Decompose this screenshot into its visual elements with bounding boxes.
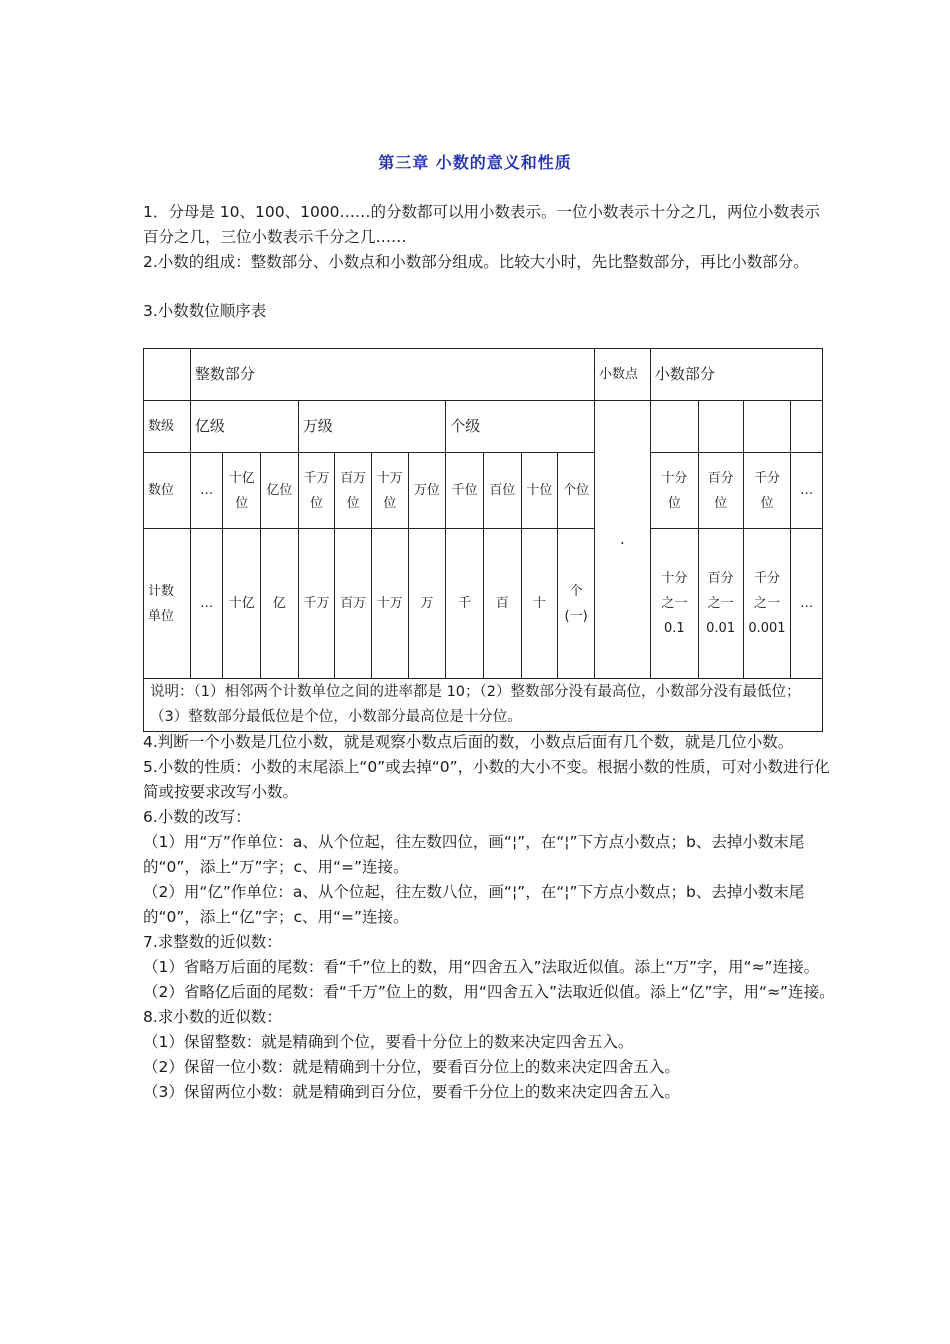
dec-place-cell: 十分位 [650, 453, 698, 529]
empty-cell [650, 401, 698, 453]
dec-unit-cell [743, 529, 791, 679]
section-8-3: （3）保留两位小数：就是精确到百分位，要看千分位上的数来决定四舍五入。 [143, 1083, 680, 1101]
dec-place-cell: 百分位 [698, 453, 743, 529]
unit-cell: 亿 [261, 529, 299, 679]
unit-cell: 十 [521, 529, 558, 679]
place-cell: 亿位 [261, 453, 299, 529]
content-body [143, 730, 843, 1105]
integer-part-header: 整数部分 [190, 349, 594, 401]
dec-unit-name: 十分之一 [661, 571, 688, 611]
unit-cell: 十亿 [223, 529, 261, 679]
dec-place-cell: … [791, 453, 823, 529]
dec-unit-cell: … [791, 529, 823, 679]
section-7-2: （2）省略亿后面的尾数：看“千万”位上的数，用“四舍五入”法取近似值。添上“亿”字，用“≈”连接。 [143, 983, 835, 1001]
point-header: 小数点 [594, 349, 650, 401]
place-cell: 千位 [446, 453, 484, 529]
decimal-place-table [143, 348, 823, 732]
place-cell: … [190, 453, 223, 529]
place-cell: 十万位 [371, 453, 408, 529]
paragraph-3: 3.小数数位顺序表 [143, 302, 267, 320]
section-6-2: （2）用“亿”作单位：a、从个位起，往左数八位，画“¦”，在“¦”下方点小数点；b、去掉小数末尾的“0”，添上“亿”字；c、用“=”连接。 [143, 883, 805, 926]
unit-cell: 千万 [298, 529, 335, 679]
dec-unit-value: 0.001 [748, 621, 786, 636]
section-6: 6.小数的改写： [143, 808, 251, 826]
level-label: 数级 [144, 401, 191, 453]
section-8-2: （2）保留一位小数：就是精确到十分位，要看百分位上的数来决定四舍五入。 [143, 1058, 680, 1076]
dec-unit-name: 百分之一 [707, 571, 734, 611]
unit-cell: 万 [408, 529, 446, 679]
section-5: 5.小数的性质：小数的末尾添上“0”或去掉“0”，小数的大小不变。根据小数的性质，可对小数进行化简或按要求改写小数。 [143, 758, 830, 801]
corner-cell [144, 349, 191, 401]
unit-cell: … [190, 529, 223, 679]
paragraph-2: 2.小数的组成：整数部分、小数点和小数部分组成。比较大小时，先比整数部分，再比小数部分。 [143, 253, 809, 271]
place-cell: 个位 [558, 453, 595, 529]
yi-level: 亿级 [190, 401, 298, 453]
place-label: 数位 [144, 453, 191, 529]
decimal-point-cell: . [594, 401, 650, 679]
place-cell: 万位 [408, 453, 446, 529]
section-6-1: （1）用“万”作单位：a、从个位起，往左数四位，画“¦”，在“¦”下方点小数点；b、去掉小数末尾的“0”，添上“万”字；c、用“=”连接。 [143, 833, 805, 876]
decimal-part-header: 小数部分 [650, 349, 822, 401]
section-7-1: （1）省略万后面的尾数：看“千”位上的数，用“四舍五入”法取近似值。添上“万”字，用“≈”连接。 [143, 958, 820, 976]
place-cell: 十位 [521, 453, 558, 529]
unit-cell: 十万 [371, 529, 408, 679]
dec-unit-cell [698, 529, 743, 679]
empty-cell [698, 401, 743, 453]
place-cell: 百位 [483, 453, 521, 529]
empty-cell [743, 401, 791, 453]
unit-cell: 百万 [335, 529, 372, 679]
dec-unit-value: 0.01 [706, 621, 736, 636]
section-8-1: （1）保留整数：就是精确到个位，要看十分位上的数来决定四舍五入。 [143, 1033, 634, 1051]
unit-label: 计数单位 [144, 529, 191, 679]
section-7: 7.求整数的近似数： [143, 933, 282, 951]
paragraph-1: 1．分母是 10、100、1000……的分数都可以用小数表示。一位小数表示十分之几，两位小数表示百分之几，三位小数表示千分之几…… [143, 203, 821, 246]
page-title: 第三章 小数的意义和性质 [378, 153, 572, 172]
dec-unit-value: 0.1 [663, 621, 685, 636]
dec-unit-cell [650, 529, 698, 679]
section-4: 4.判断一个小数是几位小数，就是观察小数点后面的数，小数点后面有几个数，就是几位小数。 [143, 733, 794, 751]
dec-place-cell: 千分位 [743, 453, 791, 529]
unit-cell: 百 [483, 529, 521, 679]
table-note: 说明：（1）相邻两个计数单位之间的进率都是 10；（2）整数部分没有最高位，小数部分没有最低位；（3）整数部分最低位是个位，小数部分最高位是十分位。 [144, 679, 823, 732]
place-cell: 百万位 [335, 453, 372, 529]
dec-unit-name: 千分之一 [753, 571, 780, 611]
empty-cell [791, 401, 823, 453]
wan-level: 万级 [298, 401, 446, 453]
unit-cell: 千 [446, 529, 484, 679]
ge-level: 个级 [446, 401, 595, 453]
place-cell: 千万位 [298, 453, 335, 529]
place-cell: 十亿位 [223, 453, 261, 529]
unit-cell: 个(一) [558, 529, 595, 679]
section-8: 8.求小数的近似数： [143, 1008, 282, 1026]
